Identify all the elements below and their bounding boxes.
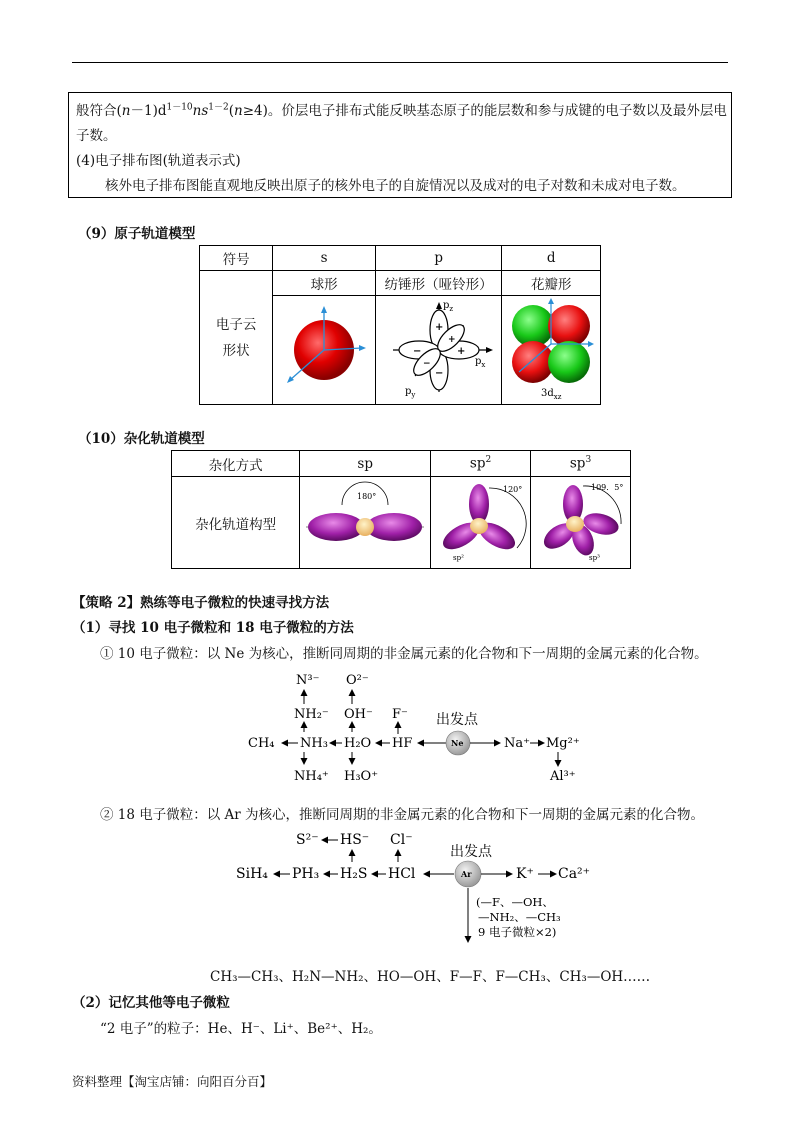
svg-text:sp²: sp² — [452, 553, 464, 562]
ca-label: Ca²⁺ — [558, 866, 591, 882]
text-box — [68, 92, 732, 198]
heading-find-method: （1）寻找 10 电子微粒和 18 电子微粒的方法 — [72, 620, 354, 636]
p-orbital-diagram — [379, 296, 499, 400]
ar-core-label: Ar — [461, 869, 472, 879]
box-line-3: (4)电子排布图(轨道表示式) — [76, 153, 241, 169]
two-electron-particles: “2 电子”的粒子：He、H⁻、Li⁺、Be²⁺、H₂。 — [100, 1021, 382, 1037]
ph3-label: PH₃ — [292, 866, 320, 882]
p-orbital-cell — [375, 296, 502, 405]
list-18-electron: CH₃—CH₃、H₂N—NH₂、HO—OH、F—F、F—CH₃、CH₃—OH…… — [210, 969, 651, 985]
s2-label: S²⁻ — [296, 832, 319, 848]
heading-strategy-2: 【策略 2】熟练等电子微粒的快速寻找方法 — [72, 595, 330, 611]
hs-label: HS⁻ — [340, 832, 370, 848]
hybrid-orbital-table — [171, 450, 631, 569]
mg-label: Mg²⁺ — [546, 736, 580, 751]
group-line-2: —NH₂、—CH₃ — [478, 910, 561, 924]
al-label: Al³⁺ — [550, 769, 576, 784]
th-sp2: $sp^2$ — [431, 451, 531, 477]
para-18-electron: ② 18 电子微粒：以 Ar 为核心，推断同周期的非金属元素的化合物和下一周期的金属元素的化合物。 — [100, 807, 705, 823]
sp3-orbital-shape — [533, 478, 629, 564]
row-label-cloud: 电子云形状 — [200, 271, 273, 405]
d-orbital-petals — [505, 296, 597, 400]
sp2-orbital-shape — [433, 478, 529, 564]
s-orbital-cell — [273, 296, 376, 405]
group-line-1: (—F、—OH、 — [476, 895, 554, 909]
ten-electron-diagram — [240, 668, 600, 788]
h3o-label: H₃O⁺ — [344, 769, 379, 784]
sih4-label: SiH₄ — [236, 866, 268, 882]
hcl-label: HCl — [388, 866, 416, 882]
svg-text:+: + — [447, 335, 456, 345]
nh4-label: NH₄⁺ — [294, 769, 329, 784]
nh3-label: NH₃ — [300, 736, 328, 751]
svg-text:3dxz: $3d_{xz}$ — [541, 388, 562, 400]
svg-text:px: $p_x$ — [474, 356, 486, 369]
k-label: K⁺ — [516, 866, 534, 882]
sp-cell — [300, 477, 431, 569]
svg-text:−: − — [412, 346, 422, 357]
heading-atomic-orbital: （9）原子轨道模型 — [78, 226, 196, 242]
th-p: p — [375, 246, 502, 271]
atomic-orbital-table — [199, 245, 601, 405]
para-10-electron: ① 10 电子微粒：以 Ne 为核心，推断同周期的非金属元素的化合物和下一周期的金属元素的化合物。 — [100, 646, 708, 662]
d-orbital-cell — [502, 296, 601, 405]
svg-text:pz: $p_z$ — [442, 300, 453, 313]
start-label-10: 出发点 — [436, 712, 478, 728]
n3-label: N³⁻ — [296, 673, 320, 688]
na-label: Na⁺ — [504, 736, 530, 751]
box-line-2: 子数。 — [76, 128, 117, 144]
ch4-label: CH₄ — [248, 736, 275, 751]
ne-core-label: Ne — [451, 738, 464, 748]
th-hybrid-type: 杂化方式 — [172, 451, 300, 477]
th-sp: sp — [300, 451, 431, 477]
s-orbital-sphere — [276, 298, 372, 398]
sp2-cell — [431, 477, 531, 569]
th-sp3: $sp^3$ — [531, 451, 631, 477]
cl-label: Cl⁻ — [390, 832, 413, 848]
svg-text:120°: 120° — [502, 484, 522, 494]
shape-d: 花瓣形 — [502, 271, 601, 296]
box-line-4: 核外电子排布图能直观地反映出原子的核外电子的自旋情况以及成对的电子对数和未成对电子数。 — [105, 178, 686, 194]
h2s-label: H₂S — [340, 866, 368, 882]
start-label-18: 出发点 — [450, 844, 492, 860]
sp3-cell — [531, 477, 631, 569]
footer-note: 资料整理【淘宝店铺：向阳百分百】 — [72, 1074, 273, 1089]
o2-label: O²⁻ — [346, 673, 369, 688]
svg-text:py: $p_y$ — [404, 386, 416, 399]
oh-label: OH⁻ — [344, 707, 373, 722]
svg-text:+: + — [456, 346, 466, 357]
th-symbol: 符号 — [200, 246, 273, 271]
svg-text:180°: 180° — [357, 491, 377, 501]
row-label-hybrid: 杂化轨道构型 — [172, 477, 300, 569]
h2o-label: H₂O — [344, 736, 372, 751]
group-line-3: 9 电子微粒×2) — [478, 925, 557, 939]
heading-hybrid-orbital: （10）杂化轨道模型 — [78, 431, 205, 447]
th-s: s — [273, 246, 376, 271]
shape-p: 纺锤形（哑铃形） — [375, 271, 502, 296]
svg-text:−: − — [434, 368, 444, 379]
svg-text:−: − — [422, 359, 431, 369]
f-label: F⁻ — [392, 707, 408, 722]
svg-text:+: + — [434, 322, 444, 333]
box-line-1: 般符合$(n-1)d^{1-10}ns^{1-2}(n\ge 4)$。价层电子排布式能反映基态原子的能层数和参与成键的电子数以及最外层电 — [76, 102, 727, 119]
th-d: d — [502, 246, 601, 271]
hf-label: HF — [392, 736, 413, 751]
shape-s: 球形 — [273, 271, 376, 296]
svg-text:sp³: sp³ — [588, 553, 600, 562]
heading-other-particles: （2）记忆其他等电子微粒 — [72, 995, 230, 1011]
svg-text:109．5°: 109．5° — [590, 482, 623, 492]
header-rule — [72, 62, 728, 63]
sp-orbital-shape — [302, 479, 428, 563]
nh2-label: NH₂⁻ — [294, 707, 329, 722]
eighteen-electron-diagram — [232, 826, 612, 950]
